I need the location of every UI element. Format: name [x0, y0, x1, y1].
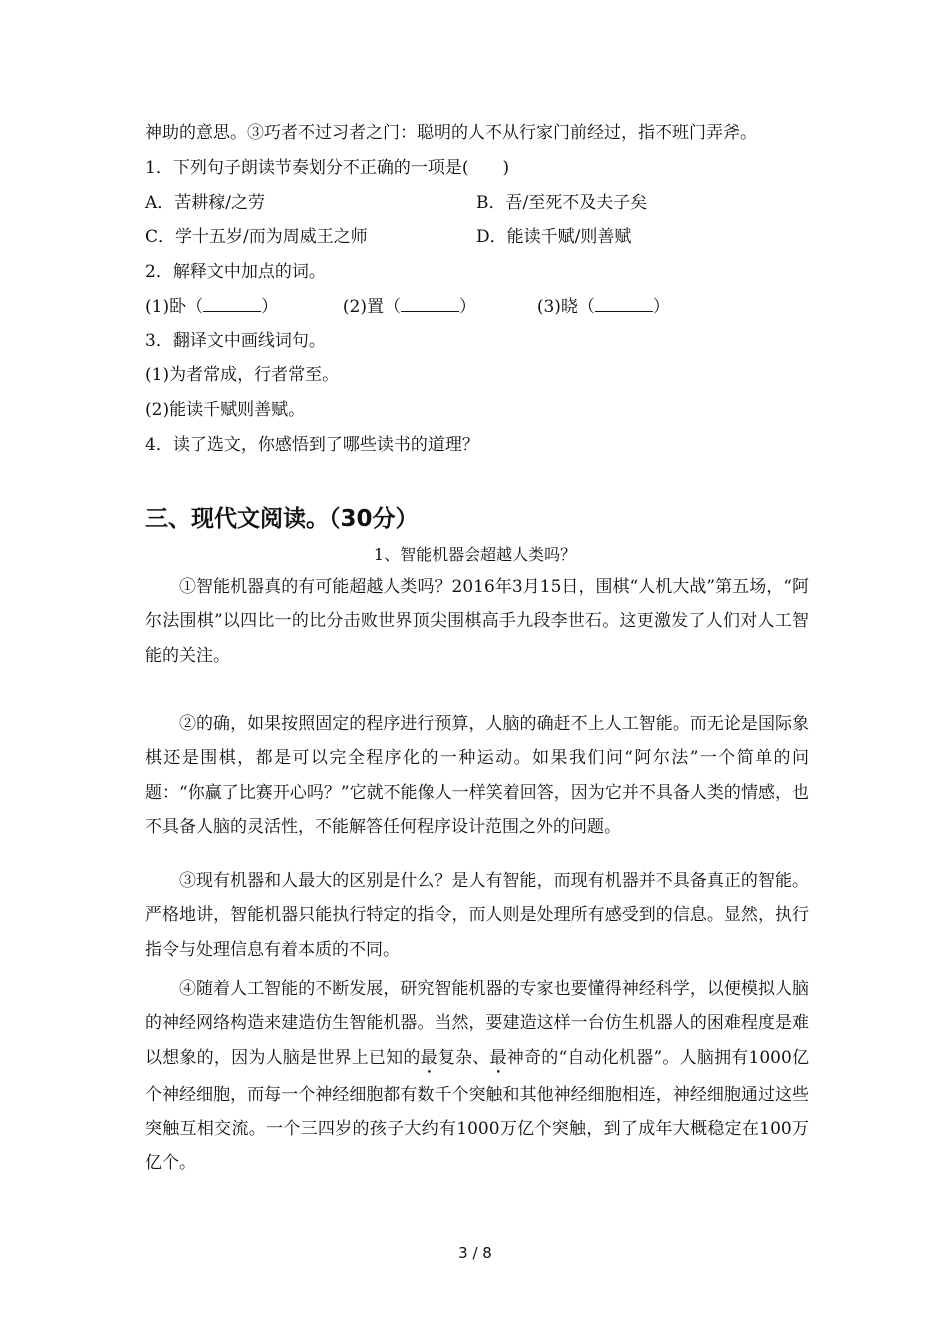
question-3-sentence-1: (1)为者常成，行者常至。: [145, 365, 340, 385]
page-number: 3 / 8: [458, 1244, 492, 1262]
option-b: B．吾/至死不及夫子矣: [476, 193, 648, 213]
article-paragraph-2: ②的确，如果按照固定的程序进行预算，人脑的确赶不上人工智能。而无论是国际象棋还是围棋，都是可以完全程序化的一种运动。如果我们问“阿尔法”一个简单的问题：“你赢了比赛开心吗？”它就不能像人一样笑着回答，因为它并不具备人类的情感，也不具备人脑的灵活性，不能解答任何程序设计范围之外的问题。: [145, 714, 809, 837]
article-paragraph-3: ③现有机器和人最大的区别是什么？是人有智能，而现有机器并不具备真正的智能。严格地讲，智能机器只能执行特定的指令，而人则是处理所有感受到的信息。显然，执行指令与处理信息有着本质的不同。: [145, 871, 809, 960]
answer-blank-3[interactable]: [595, 295, 653, 312]
article-title: 1、智能机器会超越人类吗？: [373, 545, 577, 564]
question-3-stem: 3．翻译文中画线词句。: [145, 331, 326, 351]
question-4-stem: 4．读了选文，你感悟到了哪些读书的道理？: [145, 435, 479, 455]
question-3-sentence-2: (2)能读千赋则善赋。: [145, 400, 306, 420]
section-heading: 三、现代文阅读。（30分）: [145, 506, 419, 532]
option-c: C．学十五岁/而为周威王之师: [145, 227, 368, 247]
question-1-stem: 1．下列句子朗读节奏划分不正确的一项是( ): [145, 158, 510, 178]
blank-item-2: (2)置（ ）: [342, 297, 476, 317]
answer-blank-1[interactable]: [203, 295, 261, 312]
answer-blank-2[interactable]: [401, 295, 459, 312]
option-a: A．苦耕稼/之劳: [145, 193, 266, 213]
emphasis-char-1: 最: [420, 1047, 438, 1068]
option-d: D．能读千赋/则善赋: [476, 227, 632, 247]
blank-item-3: (3)晓（ ）: [536, 297, 670, 317]
emphasis-char-2: 最: [489, 1047, 507, 1068]
question-2-stem: 2．解释文中加点的词。: [145, 262, 326, 282]
note-line: 神助的意思。③巧者不过习者之门：聪明的人不从行家门前经过，指不班门弄斧。: [145, 123, 757, 143]
blank-item-1: (1)卧（ ）: [145, 297, 279, 317]
article-paragraph-1: ①智能机器真的有可能超越人类吗？2016年3月15日，围棋“人机大战”第五场，“阿尔法围棋”以四比一的比分击败世界顶尖围棋高手九段李世石。这更激发了人们对人工智能的关注。: [145, 577, 809, 666]
article-paragraph-4: ④随着人工智能的不断发展，研究智能机器的专家也要懂得神经科学，以便模拟人脑的神经网络构造来建造仿生智能机器。当然，要建造这样一台仿生机器人的困难程度是难以想象的，因为人脑是世界上已知的最复杂、最神奇的“自动化机器”。人脑拥有1000亿个神经细胞，而每一个神经细胞都有数千个突触和其他神经细胞相连，神经细胞通过这些突触互相交流。一个三四岁的孩子大约有1000万亿个突触，到了成年大概稳定在100万亿个。: [145, 979, 810, 1174]
question-2-blanks: [145, 295, 670, 318]
